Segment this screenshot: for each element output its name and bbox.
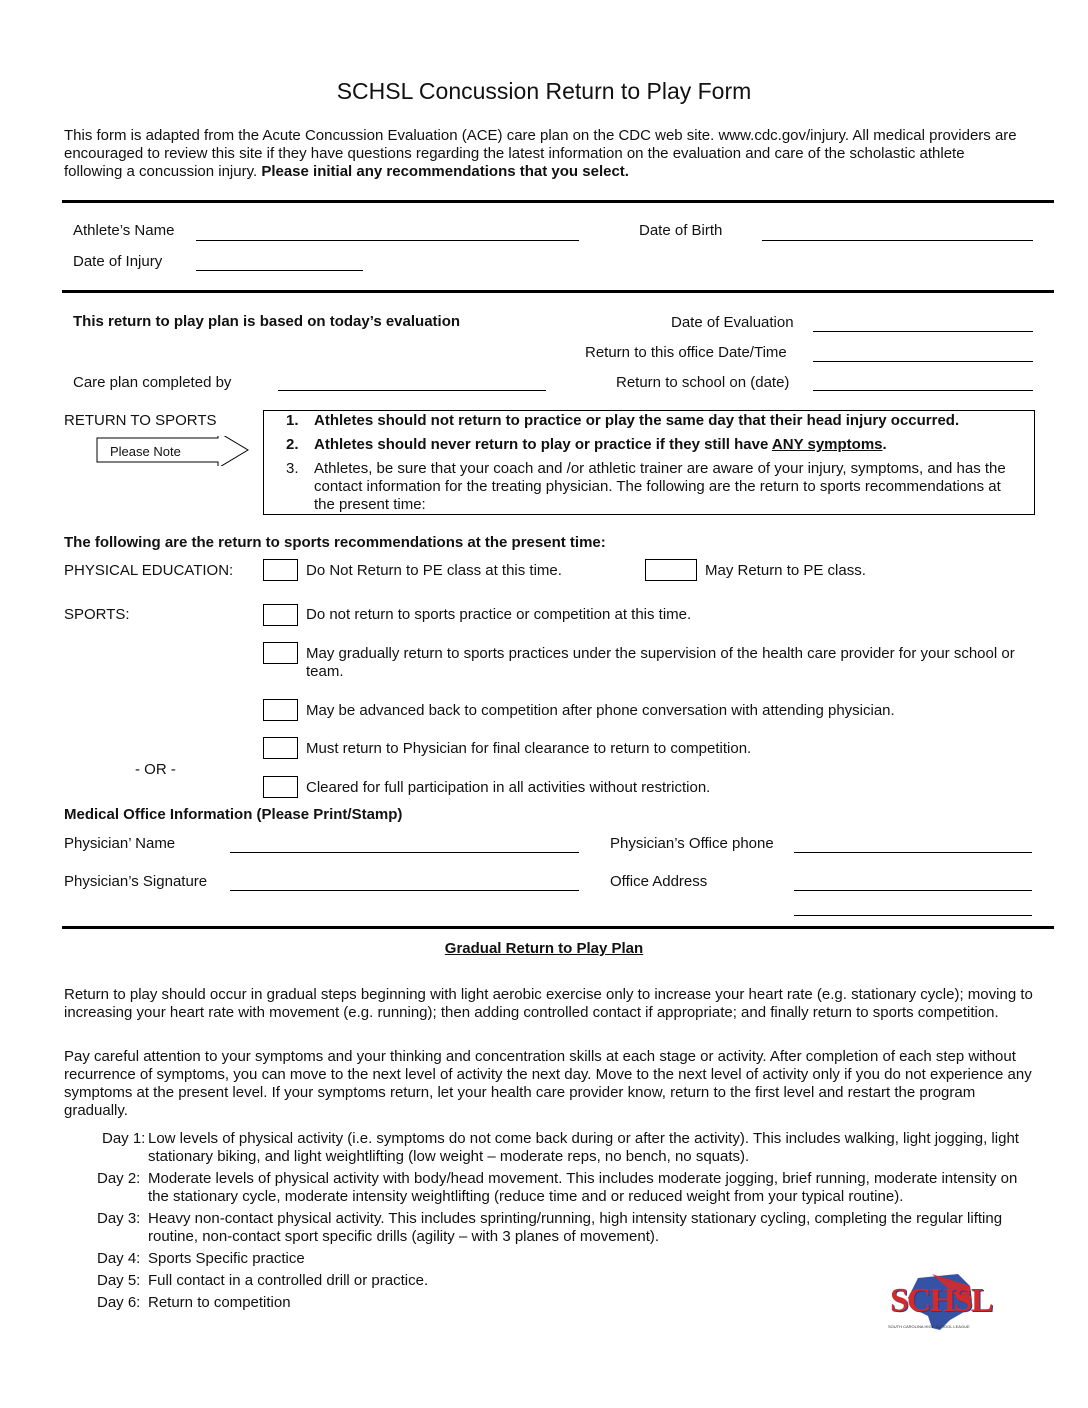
sports-option-checkbox[interactable] — [263, 776, 298, 798]
office-phone-field[interactable] — [794, 852, 1032, 853]
dob-field[interactable] — [762, 240, 1033, 241]
please-note-text: Please Note — [110, 444, 181, 459]
please-note-arrow — [96, 436, 252, 466]
gradual-plan-heading: Gradual Return to Play Plan — [444, 940, 644, 957]
medical-office-heading: Medical Office Information (Please Print/Stamp) — [64, 806, 403, 823]
return-office-label: Return to this office Date/Time — [585, 344, 787, 361]
day-item: Day 4: Sports Specific practice — [97, 1250, 305, 1267]
schsl-logo — [888, 1272, 992, 1336]
sports-option-label: Do not return to sports practice or competition at this time. — [306, 606, 692, 623]
sports-option-checkbox[interactable] — [263, 604, 298, 626]
physician-name-label: Physician’ Name — [64, 835, 176, 852]
eval-date-field[interactable] — [813, 331, 1033, 332]
office-address-label: Office Address — [610, 873, 708, 890]
return-school-field[interactable] — [813, 390, 1033, 391]
physician-name-field[interactable] — [230, 852, 579, 853]
physician-signature-field[interactable] — [230, 890, 579, 891]
pe-label: PHYSICAL EDUCATION: — [64, 562, 234, 579]
sports-option-checkbox[interactable] — [263, 642, 298, 664]
injury-date-label: Date of Injury — [73, 253, 163, 270]
sports-option-checkbox[interactable] — [263, 737, 298, 759]
athlete-name-field[interactable] — [196, 240, 579, 241]
pe-no-label: Do Not Return to PE class at this time. — [306, 562, 562, 579]
pe-yes-label: May Return to PE class. — [705, 562, 866, 579]
day-item: Day 1: Low levels of physical activity (i.e. symptoms do not come back during or after the activity). This includes walking, light jogging, light stationary biking, and light weightlifting (low weight – moderate reps, no bench, no squats). — [102, 1130, 1019, 1165]
gradual-paragraph-1: Return to play should occur in gradual steps beginning with light aerobic exercise only to increase your heart rate (e.g. stationary cycle); moving to increasing your heart rate with movement (e.g. running); then adding controlled contact if appropriate; and finally return to sports competition. — [64, 986, 1033, 1021]
intro-bold-note: Please initial any recommendations that you select. — [261, 163, 629, 180]
note-item-3: 3. Athletes, be sure that your coach and /or athletic trainer are aware of your injury, symptoms, and has the contact information for the treating physician. The following are the return to sports recommendations at the present time: — [286, 460, 1006, 513]
plan-heading: This return to play plan is based on today’s evaluation — [73, 313, 461, 330]
sports-option-label: May gradually return to sports practices under the supervision of the health care provider for your school or team. — [306, 645, 1015, 680]
sports-label: SPORTS: — [64, 606, 130, 623]
day-item: Day 2: Moderate levels of physical activity with body/head movement. This includes moderate jogging, brief running, moderate intensity on the stationary cycle, moderate intensity weightlifting (reduce time and or reduced weight from your typical routine). — [97, 1170, 1018, 1205]
logo-tagline: SOUTH CAROLINA HIGH SCHOOL LEAGUE — [888, 1324, 970, 1329]
sports-option-label: Cleared for full participation in all activities without restriction. — [306, 779, 711, 796]
sports-note-box — [263, 410, 1035, 515]
divider-rule — [62, 926, 1054, 929]
return-school-label: Return to school on (date) — [616, 374, 790, 391]
day-item: Day 5: Full contact in a controlled drill or practice. — [97, 1272, 429, 1289]
divider-rule — [62, 200, 1054, 203]
recommendations-heading: The following are the return to sports recommendations at the present time: — [64, 534, 606, 551]
intro-text: This form is adapted from the Acute Concussion Evaluation (ACE) care plan on the CDC web site. www.cdc.gov/injury. All medical providers are encouraged to review this site if they have questions regarding the latest information on the evaluation and care of the scholastic athlete following a concussion injury. — [64, 127, 1017, 180]
gradual-paragraph-2: Pay careful attention to your symptoms and your thinking and concentration skills at each stage or activity. After completion of each step without recurrence of symptoms, you can move to the next level of activity the next day. Move to the next level of activity only if you do not experience any symptoms at the present level. If your symptoms return, let your health care provider know, return to the first level and restart the program gradually. — [64, 1048, 1032, 1119]
injury-date-field[interactable] — [196, 270, 363, 271]
physician-signature-label: Physician’s Signature — [64, 873, 208, 890]
office-address-field[interactable] — [794, 890, 1032, 891]
sports-option-label: Must return to Physician for final clearance to return to competition. — [306, 740, 752, 757]
day-item: Day 3: Heavy non-contact physical activity. This includes sprinting/running, high intensity stationary cycling, completing the regular lifting routine, non-contact sport specific drills (agility – with 3 planes of movement). — [97, 1210, 1003, 1245]
care-plan-label: Care plan completed by — [73, 374, 232, 391]
office-phone-label: Physician’s Office phone — [610, 835, 774, 852]
eval-date-label: Date of Evaluation — [671, 314, 794, 331]
page-title: SCHSL Concussion Return to Play Form — [336, 78, 752, 104]
dob-label: Date of Birth — [639, 222, 723, 239]
intro-paragraph — [64, 127, 1024, 181]
return-to-sports-label: RETURN TO SPORTS — [64, 412, 217, 429]
sports-option-label: May be advanced back to competition after phone conversation with attending physician. — [306, 702, 895, 719]
office-address-field-line2[interactable] — [794, 915, 1032, 916]
pe-no-checkbox[interactable] — [263, 559, 298, 581]
sports-option-checkbox[interactable] — [263, 699, 298, 721]
care-plan-field[interactable] — [278, 390, 546, 391]
note-item-2: 2. Athletes should never return to play or practice if they still have ANY symptoms. — [286, 436, 887, 453]
logo-text: SCHSL — [890, 1282, 992, 1319]
athlete-name-label: Athlete’s Name — [73, 222, 175, 239]
return-office-field[interactable] — [813, 361, 1033, 362]
note-item-1: 1. Athletes should not return to practice or play the same day that their head injury occurred. — [286, 412, 960, 429]
pe-yes-checkbox[interactable] — [645, 559, 697, 581]
or-label: - OR - — [135, 761, 176, 778]
divider-rule — [62, 290, 1054, 293]
day-item: Day 6: Return to competition — [97, 1294, 291, 1311]
